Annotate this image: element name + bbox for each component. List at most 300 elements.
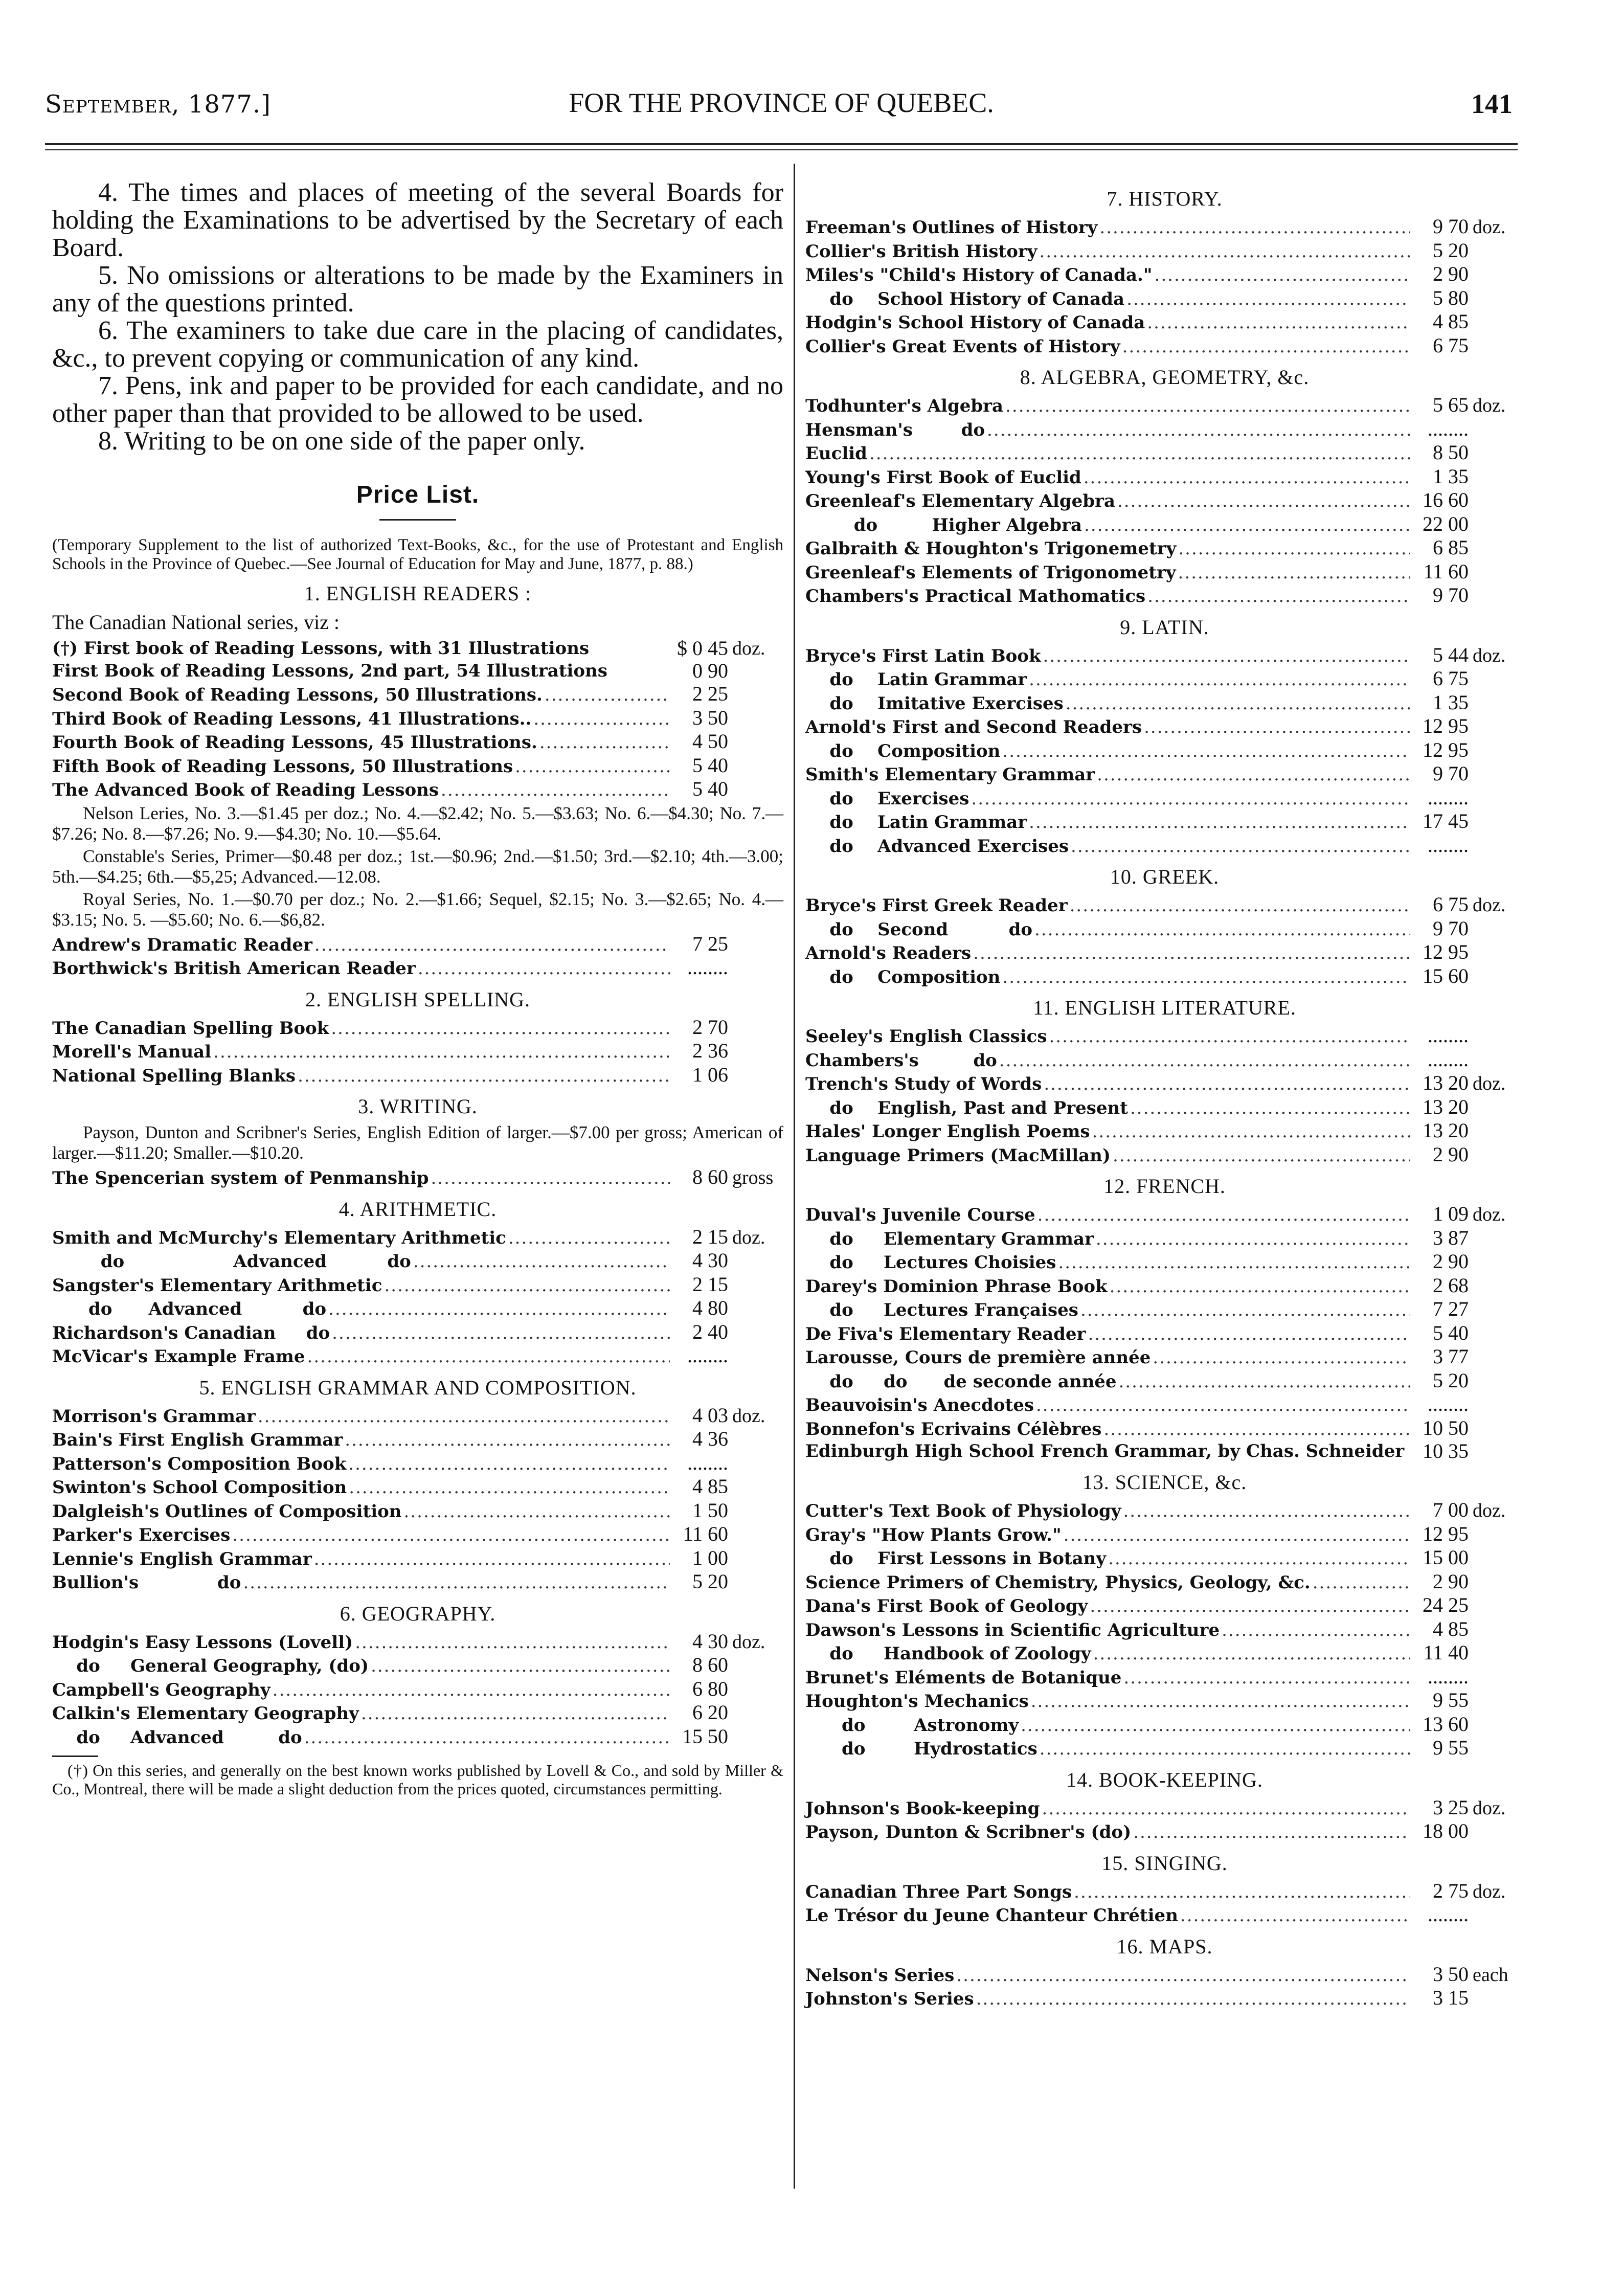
- exam-rule: 4. The times and places of meeting of the several Boards for holding the Examinations to be advertised by the Secretary of each Board.: [52, 178, 783, 262]
- price-row: [52, 1653, 783, 1677]
- dot-leader: [1117, 489, 1410, 513]
- dot-leader: [1110, 1275, 1410, 1299]
- book-title: Euclid: [805, 443, 867, 464]
- book-price: 13 20: [1423, 1119, 1469, 1142]
- book-price: 4 85: [692, 1475, 728, 1498]
- price-row: [805, 1071, 1524, 1095]
- price-row: [52, 1630, 783, 1654]
- price-row: [805, 1226, 1524, 1250]
- book-title: Collier's Great Events of History: [805, 336, 1120, 357]
- book-title: Larousse, Cours de première année: [805, 1347, 1151, 1368]
- dot-leader: [332, 1321, 670, 1345]
- dot-leader: [273, 1678, 670, 1702]
- price-list-note: (Temporary Supplement to the list of authorized Text-Books, &c., for the use of Protestant and English Schools in the Province of Quebec.—See Journal of Education for May and June, 1877, p. 88.): [52, 536, 783, 573]
- book-price: 3 25: [1433, 1795, 1469, 1819]
- book-price: 4 36: [692, 1427, 728, 1450]
- dot-leader: [508, 1226, 670, 1250]
- dot-leader: [987, 418, 1410, 442]
- price-row: [52, 1475, 783, 1499]
- price-row: [805, 310, 1524, 334]
- book-title: Greenleaf's Elementary Algebra: [805, 491, 1115, 511]
- book-price: 1 50: [692, 1498, 728, 1522]
- book-title: Campbell's Geography: [52, 1679, 270, 1700]
- dot-leader: [304, 1726, 670, 1750]
- book-title: do English, Past and Present: [805, 1097, 1128, 1118]
- book-price: 9 70: [1433, 583, 1469, 606]
- column-divider: [794, 164, 795, 2189]
- book-price: ........: [1428, 1047, 1469, 1071]
- book-price: 4 30: [692, 1249, 728, 1272]
- dot-leader: [349, 1476, 670, 1500]
- book-title: Bonnefon's Ecrivains Célèbres: [805, 1419, 1102, 1439]
- book-title: Johnston's Series: [805, 1989, 974, 2009]
- price-row: [52, 1451, 783, 1475]
- book-title: Hodgin's Easy Lessons (Lovell): [52, 1632, 353, 1653]
- book-price: 16 60: [1423, 488, 1469, 511]
- right-sections: [805, 186, 1524, 2010]
- book-price: 2 40: [692, 1320, 728, 1343]
- book-price: ........: [1428, 833, 1469, 857]
- dot-leader: [431, 1166, 670, 1190]
- book-title: Science Primers of Chemistry, Physics, Geology, &c.: [805, 1572, 1311, 1593]
- dot-leader: [1031, 1690, 1410, 1714]
- book-price: 1 06: [692, 1063, 728, 1086]
- book-title: Smith's Elementary Grammar: [805, 764, 1095, 785]
- price-row: [805, 1546, 1524, 1570]
- section-heading: 8. ALGEBRA, GEOMETRY, &c.: [1020, 366, 1310, 389]
- dot-leader: [1064, 1523, 1410, 1547]
- book-price: 5 40: [692, 777, 728, 800]
- price-row: [52, 1344, 783, 1368]
- price-row: [52, 1273, 783, 1297]
- price-row: [52, 1546, 783, 1570]
- book-title: Hensman's do: [805, 419, 985, 440]
- book-price: 9 70: [1433, 215, 1469, 238]
- dot-leader: [1090, 1594, 1410, 1618]
- price-row: [52, 637, 783, 660]
- dot-leader: [213, 1040, 670, 1064]
- price-row: [52, 932, 783, 956]
- book-price: 11 60: [1423, 559, 1469, 583]
- book-price: 2 90: [1433, 1569, 1469, 1593]
- book-price: ........: [1428, 1392, 1469, 1415]
- price-section: [805, 995, 1524, 1166]
- dot-leader: [328, 1297, 670, 1321]
- dot-leader: [1034, 918, 1410, 942]
- dot-leader: [1133, 1820, 1410, 1844]
- section-heading: 12. FRENCH.: [1103, 1175, 1226, 1198]
- title-rule: [379, 519, 456, 521]
- book-title: The Advanced Book of Reading Lessons: [52, 780, 439, 800]
- price-row: [805, 441, 1524, 465]
- book-title: Fourth Book of Reading Lessons, 45 Illustrations.: [52, 732, 537, 753]
- price-row: [52, 1404, 783, 1428]
- book-price: 9 55: [1433, 1736, 1469, 1759]
- price-row: [805, 1048, 1524, 1072]
- exam-rule: 7. Pens, ink and paper to be provided for each candidate, and no other paper than that provided to be allowed to be used.: [52, 371, 783, 428]
- book-title: Sangster's Elementary Arithmetic: [52, 1275, 382, 1296]
- book-title: Borthwick's British American Reader: [52, 958, 416, 979]
- book-price: 3 87: [1433, 1226, 1469, 1249]
- price-row: [52, 956, 783, 980]
- book-title: Dawson's Lessons in Scientific Agriculture: [805, 1619, 1220, 1640]
- price-row: [805, 834, 1524, 858]
- dot-leader: [1147, 584, 1410, 609]
- dot-leader: [1002, 739, 1410, 763]
- book-title: Andrew's Dramatic Reader: [52, 934, 312, 955]
- dot-leader: [1088, 1322, 1410, 1346]
- price-row: [805, 215, 1524, 239]
- dot-leader: [1029, 668, 1410, 692]
- book-title: do do de seconde année: [805, 1371, 1117, 1392]
- footnote-rule: [52, 1755, 98, 1757]
- book-price: 2 75: [1433, 1879, 1469, 1902]
- book-title: Gray's "How Plants Grow.": [805, 1524, 1062, 1545]
- dot-leader: [1042, 1797, 1410, 1821]
- price-section: [52, 1197, 783, 1368]
- book-price: 2 90: [1433, 1250, 1469, 1273]
- book-title: Houghton's Mechanics: [805, 1691, 1029, 1712]
- book-price: 2 36: [692, 1039, 728, 1062]
- price-section: [805, 864, 1524, 988]
- header-date: September, 1877.]: [45, 90, 271, 119]
- price-unit: doz.: [732, 638, 765, 659]
- price-row: [805, 667, 1524, 691]
- dot-leader: [258, 1405, 670, 1429]
- price-row: [805, 786, 1524, 810]
- dot-leader: [314, 933, 670, 957]
- price-row: [805, 1963, 1524, 1987]
- price-row: [805, 1713, 1524, 1737]
- book-price: 1 35: [1433, 464, 1469, 488]
- book-title: do Handbook of Zoology: [805, 1644, 1091, 1664]
- dot-leader: [1084, 513, 1410, 537]
- price-row: [805, 1665, 1524, 1689]
- book-title: do Astronomy: [805, 1715, 1019, 1736]
- header-rule-bottom: [45, 149, 1518, 150]
- book-price: 5 40: [692, 753, 728, 777]
- book-title: National Spelling Blanks: [52, 1065, 296, 1086]
- section-heading: 9. LATIN.: [1120, 615, 1209, 639]
- price-section: [52, 581, 783, 980]
- book-title: Darey's Dominion Phrase Book: [805, 1276, 1108, 1297]
- price-section: [805, 1934, 1524, 2010]
- page-number: 141: [1471, 88, 1513, 119]
- section-heading: 11. ENGLISH LITERATURE.: [1033, 996, 1296, 1019]
- book-title: do Second do: [805, 919, 1033, 940]
- book-price: ........: [1428, 785, 1469, 809]
- dot-leader: [515, 755, 670, 779]
- price-row: [52, 1063, 783, 1087]
- book-title: Morell's Manual: [52, 1042, 212, 1062]
- dot-leader: [1178, 537, 1410, 561]
- dot-leader: [1070, 894, 1410, 918]
- section-heading: 3. WRITING.: [358, 1095, 478, 1118]
- book-price: 6 75: [1433, 893, 1469, 916]
- price-unit: doz.: [1473, 216, 1506, 238]
- dot-leader: [1113, 1144, 1410, 1168]
- book-title: McVicar's Example Frame: [52, 1346, 305, 1367]
- book-title: Chambers's do: [805, 1050, 997, 1071]
- book-price: 10 50: [1423, 1416, 1469, 1439]
- book-title: Lennie's English Grammar: [52, 1548, 312, 1569]
- dot-leader: [345, 1428, 670, 1452]
- dot-leader: [1040, 240, 1410, 264]
- book-title: Fifth Book of Reading Lessons, 50 Illustrations: [52, 756, 513, 777]
- price-row: [52, 1522, 783, 1546]
- section-heading: 14. BOOK-KEEPING.: [1066, 1768, 1263, 1791]
- book-title: Bain's First English Grammar: [52, 1430, 343, 1450]
- book-title: Dalgleish's Outlines of Composition: [52, 1501, 402, 1522]
- price-section: [805, 1851, 1524, 1927]
- price-row: [805, 1498, 1524, 1522]
- dot-leader: [384, 1274, 670, 1298]
- dot-leader: [971, 787, 1410, 811]
- price-row: [805, 1024, 1524, 1048]
- book-title: do Latin Grammar: [805, 669, 1027, 690]
- section-heading: 1. ENGLISH READERS :: [304, 582, 532, 605]
- book-price: 18 00: [1423, 1819, 1469, 1842]
- book-title: Johnson's Book-keeping: [805, 1798, 1040, 1819]
- book-price: ........: [687, 1451, 728, 1474]
- section-heading: 15. SINGING.: [1101, 1851, 1228, 1875]
- dot-leader: [1029, 811, 1410, 835]
- book-price: 6 75: [1433, 667, 1469, 690]
- book-price: 1 00: [692, 1546, 728, 1569]
- dot-leader: [869, 442, 1410, 466]
- price-unit: doz.: [1473, 1797, 1506, 1819]
- book-price: 1 09: [1433, 1202, 1469, 1225]
- book-price: $ 0 45: [677, 637, 728, 660]
- price-unit: doz.: [1473, 1880, 1506, 1902]
- book-price: 5 65: [1433, 393, 1469, 416]
- price-row: [805, 1570, 1524, 1594]
- price-row: [805, 940, 1524, 964]
- book-price: 2 15: [692, 1272, 728, 1296]
- price-row: [805, 1274, 1524, 1298]
- price-row: [805, 334, 1524, 358]
- dot-leader: [1074, 1880, 1410, 1904]
- book-price: 6 80: [692, 1677, 728, 1700]
- book-title: Chambers's Practical Mathomatics: [805, 586, 1146, 606]
- book-price: 4 80: [692, 1296, 728, 1319]
- price-row: [805, 1143, 1524, 1167]
- price-row: [52, 1296, 783, 1320]
- book-title: do Advanced do: [52, 1299, 327, 1319]
- price-row: [805, 1202, 1524, 1226]
- price-row: [805, 1369, 1524, 1393]
- price-row: [805, 1796, 1524, 1820]
- dot-leader: [1130, 1096, 1410, 1120]
- dot-leader: [1040, 1737, 1410, 1761]
- price-row: [805, 1345, 1524, 1369]
- dot-leader: [1119, 1370, 1410, 1394]
- book-price: 22 00: [1423, 512, 1469, 535]
- price-row: [52, 660, 783, 682]
- book-title: (†) First book of Reading Lessons, with 31 Illustrations: [52, 638, 590, 659]
- right-column: [805, 179, 1524, 2010]
- book-title: do Lectures Françaises: [805, 1300, 1078, 1320]
- price-unit: doz.: [1473, 1073, 1506, 1094]
- dot-leader: [331, 1017, 670, 1041]
- price-row: [805, 1593, 1524, 1617]
- book-title: Duval's Juvenile Course: [805, 1205, 1035, 1225]
- price-row: [52, 1039, 783, 1063]
- book-price: 6 85: [1433, 536, 1469, 559]
- price-section: [52, 1601, 783, 1749]
- price-row: [805, 1119, 1524, 1143]
- book-title: do Composition: [805, 740, 1001, 761]
- price-row: [805, 964, 1524, 988]
- section-heading: 5. ENGLISH GRAMMAR AND COMPOSITION.: [199, 1376, 637, 1399]
- book-price: 7 00: [1433, 1498, 1469, 1521]
- book-price: 5 20: [1433, 1368, 1469, 1392]
- book-title: Second Book of Reading Lessons, 50 Illustrations.: [52, 685, 543, 705]
- section-heading: 16. MAPS.: [1116, 1934, 1213, 1958]
- book-title: Richardson's Canadian do: [52, 1322, 330, 1343]
- dot-leader: [1178, 561, 1410, 585]
- price-row: [805, 1736, 1524, 1760]
- price-row: [805, 1440, 1524, 1462]
- section-intro: The Canadian National series, viz :: [52, 611, 340, 634]
- dot-leader: [533, 707, 670, 731]
- price-row: [805, 1819, 1524, 1843]
- book-title: De Fiva's Elementary Reader: [805, 1323, 1086, 1344]
- dot-leader: [418, 957, 670, 981]
- section-heading: 13. SCIENCE, &c.: [1082, 1471, 1247, 1494]
- dot-leader: [1036, 1393, 1410, 1417]
- price-row: [52, 730, 783, 754]
- dot-leader: [413, 1250, 670, 1274]
- book-price: 2 90: [1433, 262, 1469, 285]
- book-price: 3 15: [1433, 1986, 1469, 2009]
- book-title: Le Trésor du Jeune Chanteur Chrétien: [805, 1905, 1178, 1926]
- dot-leader: [999, 1049, 1410, 1073]
- price-unit: doz.: [732, 1631, 765, 1653]
- series-note: Payson, Dunton and Scribner's Series, English Edition of larger.—$7.00 per gross; American of larger.—$11.20; Smaller.—$10.20.: [52, 1122, 783, 1163]
- book-title: Arnold's First and Second Readers: [805, 717, 1142, 737]
- dot-leader: [1037, 1203, 1410, 1227]
- book-price: ........: [1428, 1024, 1469, 1047]
- book-title: do Advanced do: [52, 1251, 411, 1272]
- price-section: [805, 1174, 1524, 1462]
- dot-leader: [1080, 1298, 1410, 1322]
- section-heading: 4. ARITHMETIC.: [339, 1197, 497, 1221]
- book-title: Young's First Book of Euclid: [805, 467, 1081, 488]
- price-row: [52, 1427, 783, 1451]
- dot-leader: [371, 1654, 670, 1678]
- price-section: [52, 987, 783, 1087]
- book-title: Beauvoisin's Anecdotes: [805, 1395, 1034, 1415]
- dot-leader: [232, 1523, 670, 1547]
- book-title: do Advanced do: [52, 1727, 302, 1748]
- book-price: 6 75: [1433, 333, 1469, 357]
- dot-leader: [1123, 1499, 1411, 1523]
- book-price: 11 60: [683, 1522, 728, 1545]
- dot-leader: [1049, 1025, 1411, 1049]
- price-section: [805, 1470, 1524, 1760]
- dot-leader: [973, 941, 1410, 965]
- book-title: Dana's First Book of Geology: [805, 1596, 1088, 1616]
- book-price: 3 77: [1433, 1345, 1469, 1368]
- dot-leader: [355, 1631, 670, 1655]
- left-column: [52, 179, 783, 1798]
- book-title: Bryce's First Greek Reader: [805, 895, 1068, 916]
- exam-rule: 8. Writing to be on one side of the paper only.: [98, 426, 585, 456]
- price-row: [805, 1879, 1524, 1903]
- price-unit: doz.: [1473, 644, 1506, 666]
- dot-leader: [1005, 394, 1410, 418]
- price-row: [805, 1641, 1524, 1665]
- book-title: Galbraith & Houghton's Trigonemetry: [805, 538, 1177, 559]
- dot-leader: [1180, 1904, 1410, 1928]
- book-price: 4 03: [692, 1403, 728, 1427]
- book-price: 11 40: [1423, 1641, 1469, 1664]
- price-row: [805, 1986, 1524, 2010]
- price-unit: doz.: [1473, 395, 1506, 416]
- book-title: Collier's British History: [805, 241, 1037, 262]
- book-price: 5 20: [692, 1570, 728, 1593]
- book-price: 8 50: [1433, 441, 1469, 464]
- book-title: Language Primers (MacMillan): [805, 1145, 1111, 1166]
- dot-leader: [1108, 1547, 1410, 1571]
- book-title: do Latin Grammar: [805, 812, 1027, 832]
- price-section: [805, 615, 1524, 858]
- book-title: do Exercises: [805, 788, 969, 809]
- price-row: [52, 1165, 783, 1189]
- dot-leader: [1097, 763, 1410, 787]
- book-price: 5 40: [1433, 1321, 1469, 1344]
- series-note: Royal Series, No. 1.—$0.70 per doz.; No. 2.—$1.66; Sequel, $2.15; No. 3.—$2.65; No. 4.—$3.15; No. 5. —$5.60; No. 6.—$6,82.: [52, 889, 783, 930]
- dot-leader: [976, 1987, 1410, 2011]
- price-row: [52, 1249, 783, 1273]
- price-row: [805, 583, 1524, 607]
- book-price: 2 70: [692, 1015, 728, 1039]
- book-price: 2 15: [692, 1225, 728, 1248]
- price-list-title: Price List.: [356, 481, 480, 508]
- page-header: [45, 87, 1518, 126]
- price-unit: doz.: [732, 1226, 765, 1248]
- book-price: 8 60: [692, 1653, 728, 1676]
- price-row: [805, 560, 1524, 584]
- book-title: Bullion's do: [52, 1572, 241, 1593]
- price-row: [805, 239, 1524, 263]
- price-row: [52, 1701, 783, 1725]
- book-price: 5 20: [1433, 238, 1469, 262]
- book-price: 3 50: [692, 706, 728, 729]
- book-price: 17 45: [1423, 809, 1469, 832]
- book-price: ........: [1428, 1903, 1469, 1926]
- price-unit: gross: [732, 1167, 774, 1188]
- book-title: do Composition: [805, 966, 1001, 987]
- dot-leader: [307, 1345, 670, 1369]
- book-title: Third Book of Reading Lessons, 41 Illustrations..: [52, 708, 532, 729]
- dot-leader: [1123, 1666, 1410, 1690]
- book-price: 2 68: [1433, 1273, 1469, 1297]
- price-section: [805, 1767, 1524, 1843]
- series-note: Constable's Series, Primer—$0.48 per doz.; 1st.—$0.96; 2nd.—$1.50; 3rd.—$2.10; 4th.—3.00; 5th.—$4.25; 6th.—$5,25; Advanced.—12.08.: [52, 846, 783, 887]
- book-price: 4 30: [692, 1629, 728, 1653]
- dot-leader: [441, 778, 670, 802]
- dot-leader: [1144, 715, 1410, 739]
- price-row: [805, 893, 1524, 917]
- book-price: 12 95: [1423, 940, 1469, 963]
- book-title: do Advanced Exercises: [805, 836, 1069, 857]
- dot-leader: [1147, 311, 1410, 335]
- price-row: [805, 1416, 1524, 1440]
- exam-rule: 6. The examiners to take due care in the placing of candidates, &c., to prevent copying or communication of any kind.: [52, 316, 783, 373]
- book-title: Seeley's English Classics: [805, 1026, 1047, 1047]
